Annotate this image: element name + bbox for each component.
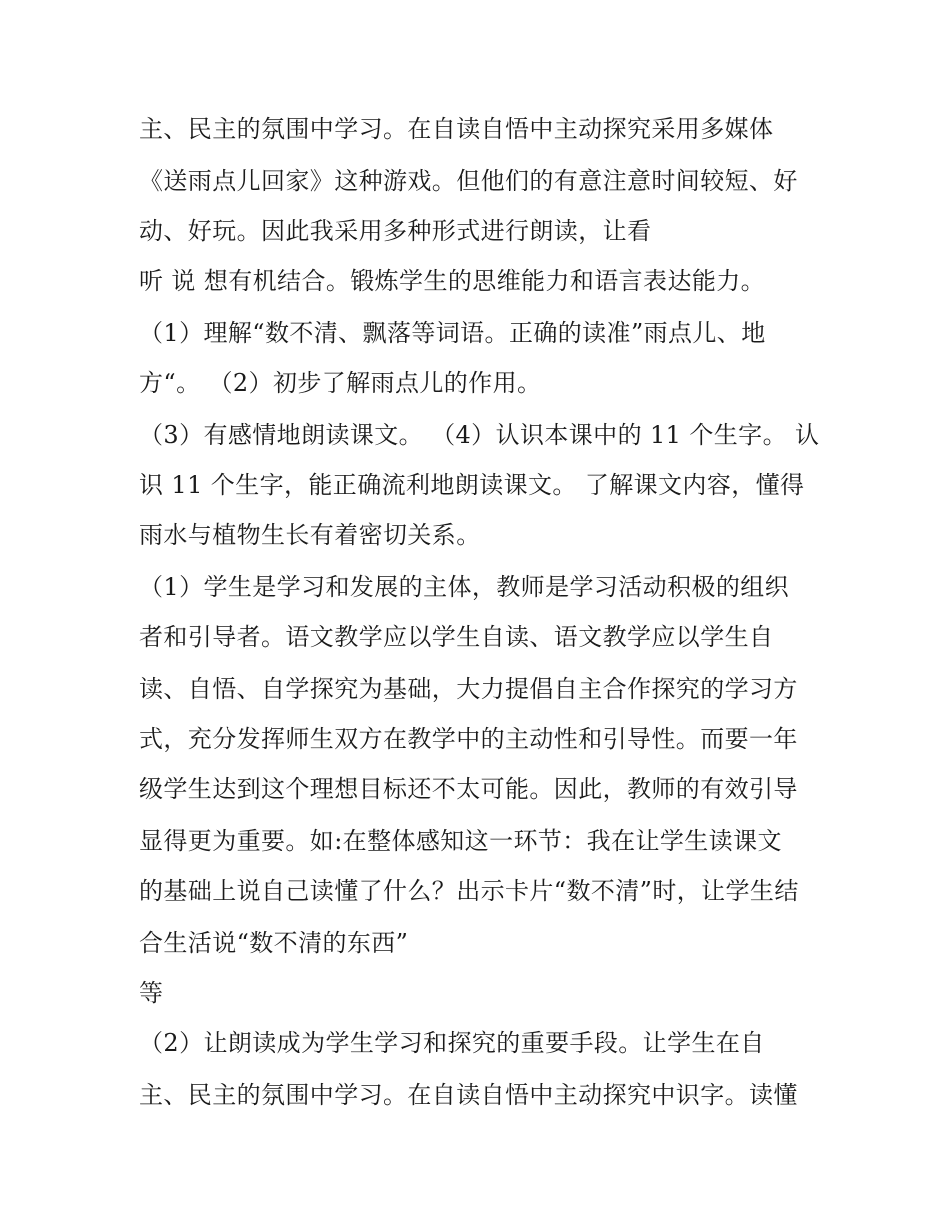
- text-line: 级学生达到这个理想目标还不太可能。因此，教师的有效引导: [139, 775, 798, 803]
- text-line: 识 11 个生字，能正确流利地朗读课文。 了解课文内容，懂得: [139, 471, 805, 499]
- text-line: 读、自悟、自学探究为基础，大力提倡自主合作探究的学习方: [139, 675, 798, 703]
- text-line: 主、民主的氛围中学习。在自读自悟中主动探究中识字。读懂: [139, 1081, 798, 1109]
- text-line: 《送雨点儿回家》这种游戏。但他们的有意注意时间较短、好: [139, 167, 798, 195]
- text-line: 主、民主的氛围中学习。在自读自悟中主动探究采用多媒体: [139, 115, 774, 143]
- text-line: 动、好玩。因此我采用多种形式进行朗读，让看: [139, 217, 652, 245]
- text-line: 雨水与植物生长有着密切关系。: [139, 521, 481, 549]
- text-line: 显得更为重要。如:在整体感知这一环节：我在让学生读课文: [139, 827, 782, 855]
- text-line: （1）理解“数不清、飘落等词语。正确的读准”雨点儿、地: [139, 319, 766, 347]
- text-line: 式，充分发挥师生双方在教学中的主动性和引导性。而要一年: [139, 725, 798, 753]
- text-line: 等: [139, 979, 164, 1007]
- text-line: （1）学生是学习和发展的主体，教师是学习活动积极的组织: [139, 573, 790, 601]
- text-line: 方“。 （2）初步了解雨点儿的作用。: [139, 369, 542, 397]
- text-line: 合生活说“数不清的东西”: [139, 929, 409, 957]
- text-line: 听 说 想有机结合。锻炼学生的思维能力和语言表达能力。: [139, 267, 766, 295]
- text-line: 的基础上说自己读懂了什么？出示卡片“数不清”时，让学生结: [139, 877, 799, 905]
- text-line: （2）让朗读成为学生学习和探究的重要手段。让学生在自: [139, 1029, 765, 1057]
- text-line: （3）有感情地朗读课文。 （4）认识本课中的 11 个生字。 认: [139, 421, 820, 449]
- text-line: 者和引导者。语文教学应以学生自读、语文教学应以学生自: [139, 623, 774, 651]
